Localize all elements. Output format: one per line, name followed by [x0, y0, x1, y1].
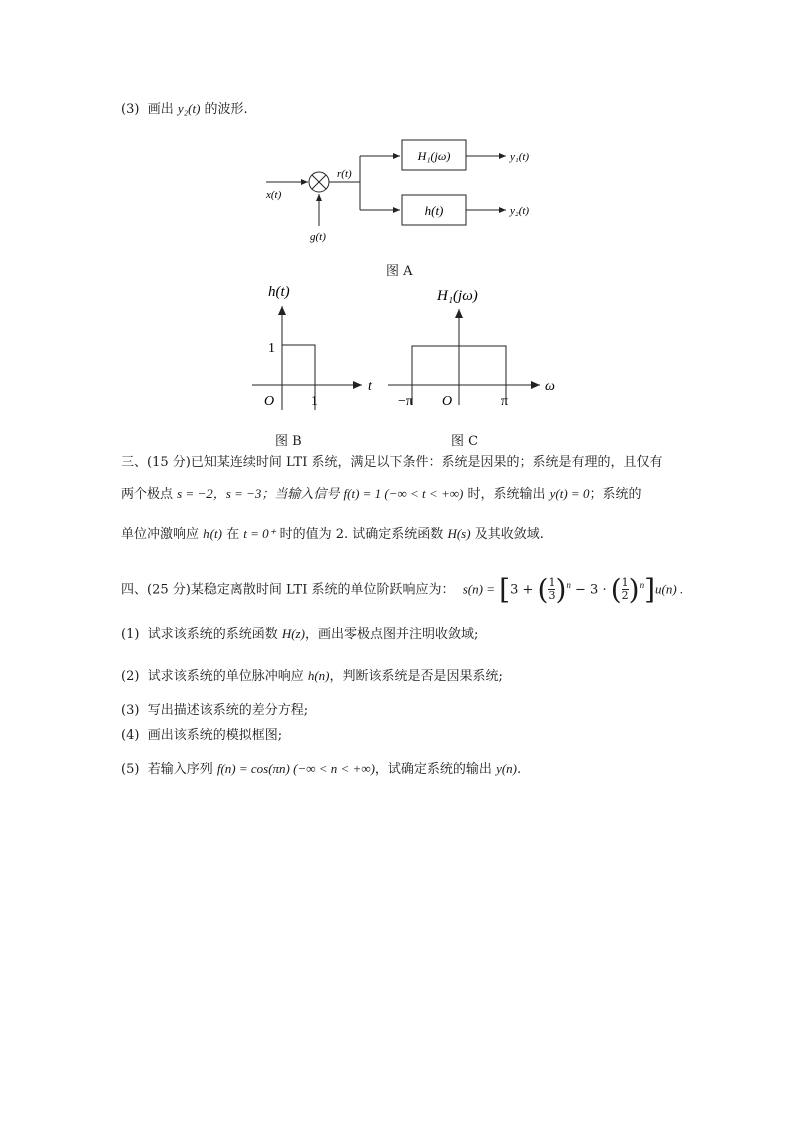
b-axis-label: t [368, 379, 372, 394]
c-origin: O [442, 394, 453, 409]
q3-line3: 单位冲激响应 h(t) 在 t = 0⁺ 时的值为 2. 试确定系统函数 H(s) 及其收敛域. [121, 526, 544, 542]
h1-box-label: H₁(jω) [417, 149, 451, 163]
c-right-tick: π [501, 394, 509, 409]
b-xtick: 1 [311, 394, 318, 409]
q4-item-1: (1) 试求该系统的系统函数 H(z)，画出零极点图并注明收敛域; [121, 626, 479, 642]
q3-line2: 两个极点 s = −2，s = −3；当输入信号 f(t) = 1 (−∞ < t < +∞) 时，系统输出 y(t) = 0；系统的 [121, 486, 642, 502]
q4-item-5: (5) 若输入序列 f(n) = cos(πn) (−∞ < n < +∞)，试确定系统的输出 y(n). [121, 761, 522, 777]
figure-c-caption: 图 C [451, 434, 479, 449]
g-label: g(t) [310, 231, 326, 243]
h-box-label: h(t) [424, 203, 444, 218]
c-left-tick: −π [398, 394, 413, 409]
figure-c-plot [0, 0, 794, 440]
q4-item-4: (4) 画出该系统的模拟框图; [121, 728, 283, 743]
q4-item-3: (3) 写出描述该系统的差分方程; [121, 703, 309, 718]
x-label: x(t) [266, 189, 282, 201]
b-origin: O [264, 394, 275, 409]
c-axis-label: ω [545, 379, 555, 394]
b-ytick: 1 [268, 341, 275, 356]
y1-label: y₁(t) [510, 151, 530, 163]
part3-line: (3) 画出 y₂(t) 的波形. [121, 101, 248, 117]
q4-intro-line: 四、(25 分)某稳定离散时间 LTI 系统的单位阶跃响应为： s(n) = [3 + ( $\frac{1}{3}$ )$^n$ − 3 · ( $\frac{1}{2}$ )$^n$]u(n) . [121, 572, 684, 606]
c-title: H₁(jω) [437, 288, 478, 304]
y2-label: y₂(t) [510, 205, 530, 217]
q4-item-2: (2) 试求该系统的单位脉冲响应 h(n)，判断该系统是否是因果系统; [121, 668, 503, 684]
b-title: h(t) [268, 284, 290, 300]
figure-a-caption: 图 A [386, 264, 413, 279]
q3-line1: 三、(15 分)已知某连续时间 LTI 系统，满足以下条件：系统是因果的；系统是有理的，且仅有 [121, 455, 663, 470]
figure-b-caption: 图 B [275, 434, 302, 449]
r-label: r(t) [337, 168, 352, 180]
